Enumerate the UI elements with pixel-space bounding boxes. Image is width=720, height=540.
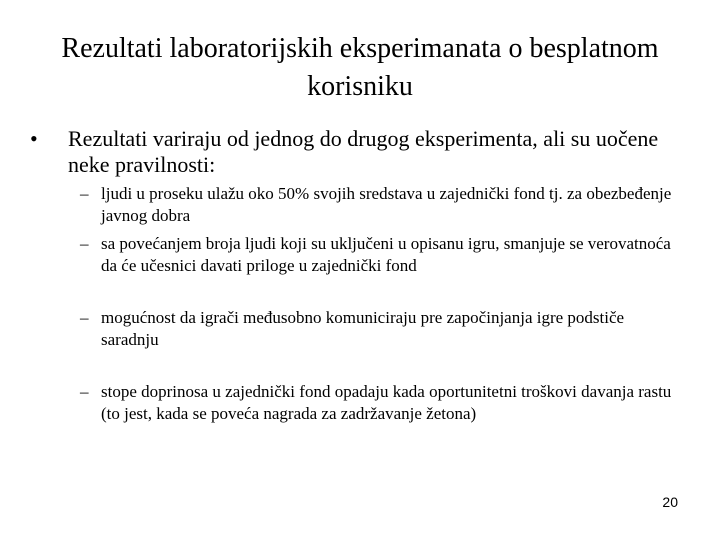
sub-bullet-marker: – — [80, 382, 89, 401]
bullet-marker: • — [30, 126, 38, 151]
page-number: 20 — [662, 494, 678, 510]
main-bullet-text: Rezultati variraju od jednog do drugog eksperimenta, ali su uočene neke pravilnosti: — [68, 126, 659, 177]
sub-bullet-marker: – — [80, 308, 89, 327]
sub-bullet-marker: – — [80, 184, 89, 203]
sub-bullet-text: sa povećanjem broja ljudi koji su uključeni u opisanu igru, smanjuje se verovatnoća da će učesnici davati priloge u zajednički fond — [101, 234, 671, 275]
sub-bullet-4 — [80, 381, 680, 425]
sub-bullet-2 — [80, 233, 680, 277]
sub-bullet-marker: – — [80, 234, 89, 253]
slide-title: Rezultati laboratorijskih eksperimanata o besplatnom korisniku — [61, 33, 659, 102]
sub-bullet-text: stope doprinosa u zajednički fond opadaju kada oportunitetni troškovi davanja rastu (to jest, kada se poveća nagrada za zadržavanje žetona) — [101, 382, 672, 423]
sub-bullet-1 — [80, 183, 680, 227]
sub-bullet-3 — [80, 307, 680, 351]
main-bullet — [30, 126, 670, 178]
sub-bullet-text: ljudi u proseku ulažu oko 50% svojih sredstava u zajednički fond tj. za obezbeđenje javnog dobra — [101, 184, 672, 225]
sub-bullet-text: mogućnost da igrači međusobno komuniciraju pre započinjanja igre podstiče saradnju — [101, 308, 625, 349]
